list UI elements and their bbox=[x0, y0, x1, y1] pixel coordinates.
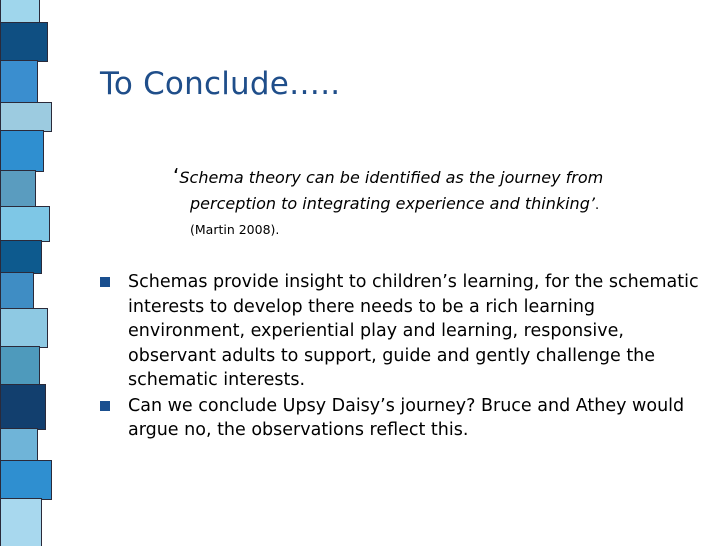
bullet-text: Can we conclude Upsy Daisy’s journey? Bruce and Athey would argue no, the observations reflect this. bbox=[128, 395, 685, 440]
square-bullet-icon bbox=[100, 401, 110, 411]
quote-end-period: . bbox=[594, 198, 600, 213]
stripe-shape bbox=[0, 308, 48, 348]
stripe-shape bbox=[0, 346, 40, 386]
stripe-shape bbox=[0, 60, 38, 104]
stripe-shape bbox=[0, 272, 34, 310]
decorative-stripe-bar bbox=[0, 0, 56, 546]
stripe-shape bbox=[0, 0, 40, 24]
slide-title: To Conclude….. bbox=[100, 66, 341, 102]
square-bullet-icon bbox=[100, 277, 110, 287]
stripe-shape bbox=[0, 384, 46, 430]
quote-open-mark: ‘ bbox=[173, 164, 180, 188]
stripe-shape bbox=[0, 460, 52, 500]
stripe-shape bbox=[0, 240, 42, 274]
stripe-shape bbox=[0, 498, 42, 546]
quote-line-2: perception to integrating experience and thinking’ bbox=[190, 194, 595, 213]
bullet-list bbox=[100, 270, 715, 444]
quote-citation: (Martin 2008). bbox=[190, 222, 280, 237]
stripe-shape bbox=[0, 130, 44, 172]
bullet-item bbox=[100, 270, 715, 393]
stripe-shape bbox=[0, 428, 38, 462]
stripe-shape bbox=[0, 170, 36, 208]
quote-block bbox=[173, 163, 703, 241]
stripe-shape bbox=[0, 206, 50, 242]
bullet-text: Schemas provide insight to children’s learning, for the schematic interests to develop there needs to be a rich learning environment, experiential play and learning, responsive, observant adults to support, guide and gently challenge the schematic interests. bbox=[128, 272, 699, 390]
quote-line-1: Schema theory can be identified as the journey from bbox=[179, 168, 604, 187]
stripe-shape bbox=[0, 102, 52, 132]
bullet-item bbox=[100, 394, 715, 443]
stripe-shape bbox=[0, 22, 48, 62]
